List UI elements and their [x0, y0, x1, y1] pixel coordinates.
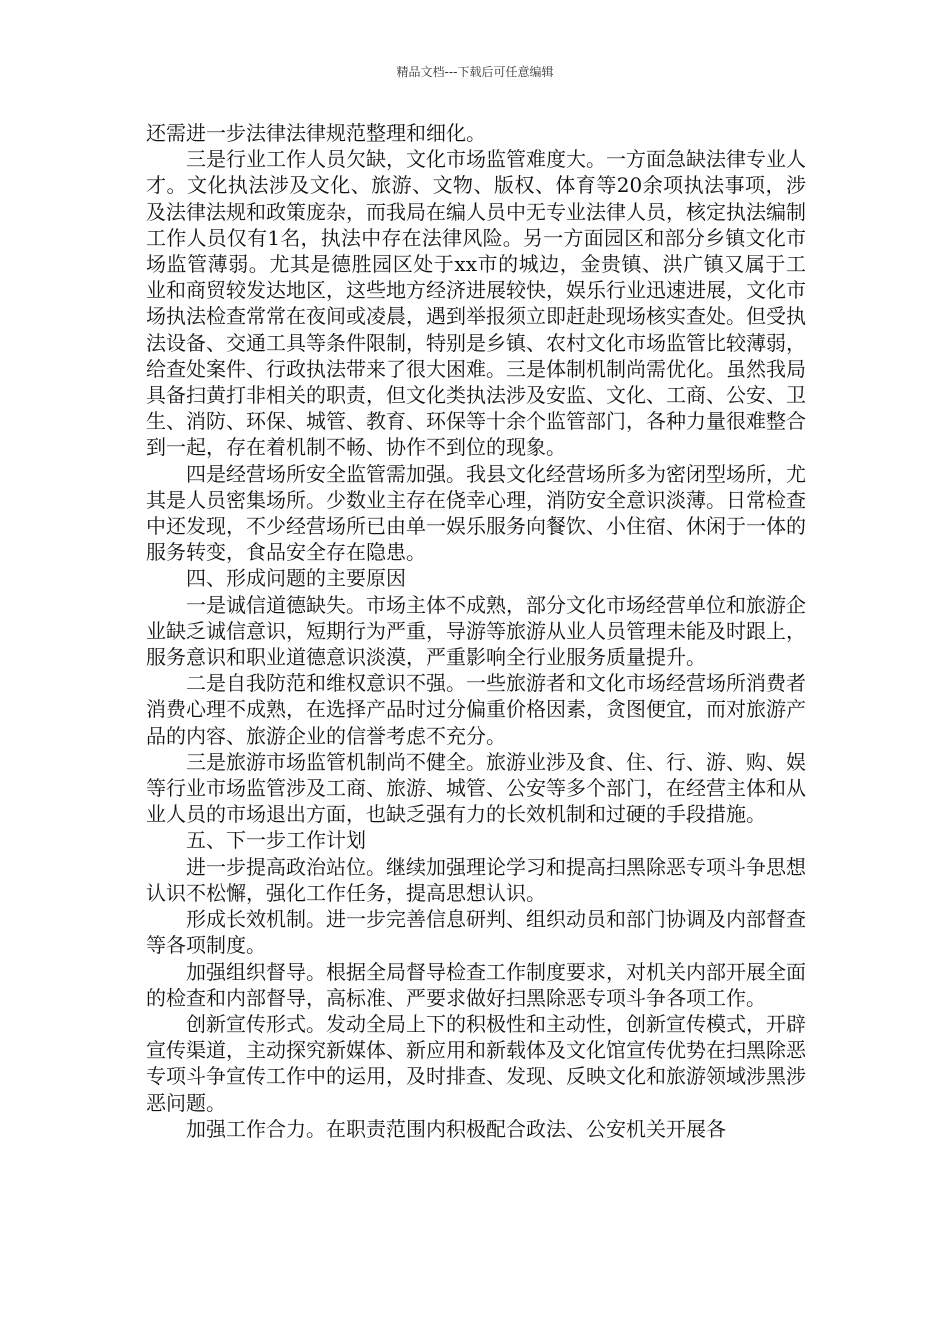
section-heading: 四、形成问题的主要原因: [186, 566, 406, 591]
section-heading: 五、下一步工作计划: [186, 828, 366, 853]
paragraph: 四是经营场所安全监管需加强。我县文化经营场所多为密闭型场所，尤其是人员密集场所。少数业主存在侥幸心理，消防安全意识淡薄。日常检查中还发现，不少经营场所已由单一娱乐服务向餐饮、小住宿、休闲于一体的服务转变，食品安全存在隐患。: [146, 461, 806, 565]
document-body: [146, 120, 806, 1142]
paragraph: 二是自我防范和维权意识不强。一些旅游者和文化市场经营场所消费者消费心理不成熟，在选择产品时过分偏重价格因素，贪图便宜，而对旅游产品的内容、旅游企业的信誉考虑不充分。: [146, 671, 806, 748]
paragraph: 加强工作合力。在职责范围内积极配合政法、公安机关开展各: [186, 1116, 726, 1141]
paragraph: 还需进一步法律法律规范整理和细化。: [146, 121, 486, 145]
paragraph: 加强组织督导。根据全局督导检查工作制度要求，对机关内部开展全面的检查和内部督导，高标准、严要求做好扫黑除恶专项斗争各项工作。: [146, 959, 806, 1010]
paragraph: 创新宣传形式。发动全局上下的积极性和主动性，创新宣传模式，开辟宣传渠道，主动探究新媒体、新应用和新载体及文化馆宣传优势在扫黑除恶专项斗争宣传工作中的运用，及时排查、发现、反映文化和旅游领域涉黑涉恶问题。: [146, 1011, 806, 1115]
paragraph: 三是行业工作人员欠缺，文化市场监管难度大。一方面急缺法律专业人才。文化执法涉及文化、旅游、文物、版权、体育等20余项执法事项，涉及法律法规和政策庞杂，而我局在编人员中无专业法律人员，核定执法编制工作人员仅有1名，执法中存在法律风险。另一方面园区和部分乡镇文化市场监管薄弱。尤其是德胜园区处于xx市的城边，金贵镇、洪广镇又属于工业和商贸较发达地区，这些地方经济进展较快，娱乐行业迅速进展，文化市场执法检查常常在夜间或凌晨，遇到举报须立即赶赴现场核实查处。但受执法设备、交通工具等条件限制，特别是乡镇、农村文化市场监管比较薄弱，给查处案件、行政执法带来了很大困难。三是体制机制尚需优化。虽然我局具备扫黄打非相关的职责，但文化类执法涉及安监、文化、工商、公安、卫生、消防、环保、城管、教育、环保等十余个监管部门，各种力量很难整合到一起，存在着机制不畅、协作不到位的现象。: [146, 147, 806, 460]
paragraph: 三是旅游市场监管机制尚不健全。旅游业涉及食、住、行、游、购、娱等行业市场监管涉及工商、旅游、城管、公安等多个部门，在经营主体和从业人员的市场退出方面，也缺乏强有力的长效机制和过硬的手段措施。: [146, 749, 806, 827]
paragraph: 形成长效机制。进一步完善信息研判、组织动员和部门协调及内部督查等各项制度。: [146, 907, 806, 958]
paragraph: 进一步提高政治站位。继续加强理论学习和提高扫黑除恶专项斗争思想认识不松懈，强化工作任务，提高思想认识。: [146, 854, 806, 905]
page-header: 精品文档---下载后可任意编辑: [396, 65, 554, 79]
paragraph: 一是诚信道德缺失。市场主体不成熟，部分文化市场经营单位和旅游企业缺乏诚信意识，短期行为严重，导游等旅游从业人员管理未能及时跟上，服务意识和职业道德意识淡漠，严重影响全行业服务质量提升。: [146, 592, 806, 670]
